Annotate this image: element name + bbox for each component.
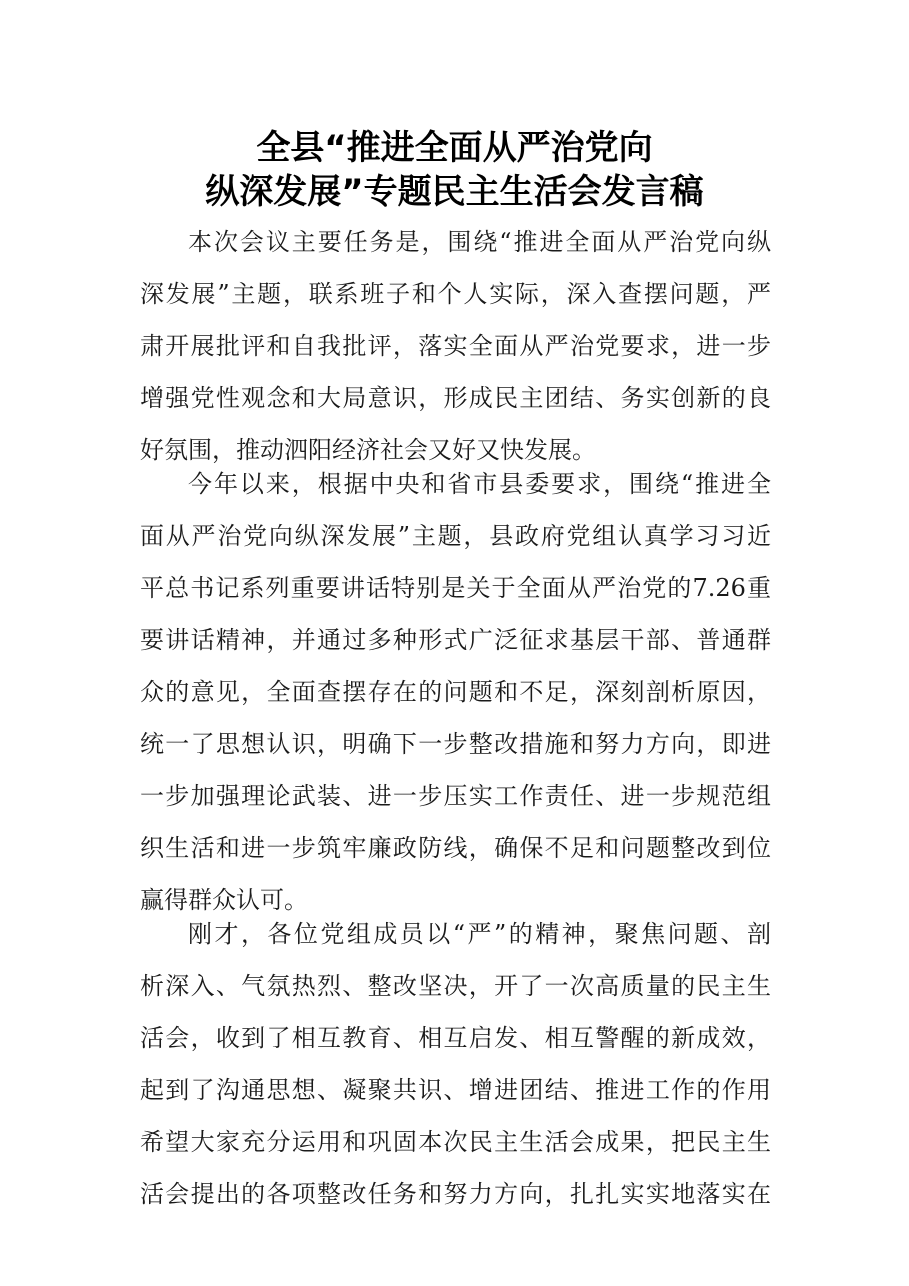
paragraph-line: 深发展”主题，联系班子和个人实际，深入查摆问题，严 — [140, 280, 771, 308]
paragraph-line: 本次会议主要任务是，围绕“推进全面从严治党向纵 — [188, 228, 771, 256]
document-title-line-1: 全县“推进全面从严治党向 — [256, 128, 653, 168]
paragraph-line: 起到了沟通思想、凝聚共识、增进团结、推进工作的作用 — [140, 1076, 771, 1104]
paragraph-line: 肃开展批评和自我批评，落实全面从严治党要求，进一步 — [140, 332, 771, 360]
paragraph-line: 析深入、气氛热烈、整改坚决，开了一次高质量的民主生 — [140, 972, 771, 1000]
paragraph-line: 好氛围，推动泗阳经济社会又好又快发展。 — [140, 436, 596, 464]
paragraph-line: 平总书记系列重要讲话特别是关于全面从严治党的7.26重 — [140, 574, 771, 602]
paragraph-line: 织生活和进一步筑牢廉政防线，确保不足和问题整改到位 — [140, 834, 771, 862]
paragraph-3 — [140, 908, 771, 1220]
paragraph-line: 刚才，各位党组成员以“严”的精神，聚焦问题、剖 — [188, 920, 771, 948]
paragraph-1 — [140, 216, 771, 476]
paragraph-line: 众的意见，全面查摆存在的问题和不足，深刻剖析原因， — [140, 678, 771, 706]
paragraph-line: 统一了思想认识，明确下一步整改措施和努力方向，即进 — [140, 730, 771, 758]
paragraph-line: 活会，收到了相互教育、相互启发、相互警醒的新成效， — [140, 1024, 771, 1052]
paragraph-line: 增强党性观念和大局意识，形成民主团结、务实创新的良 — [140, 384, 771, 412]
paragraph-line: 一步加强理论武装、进一步压实工作责任、进一步规范组 — [140, 782, 771, 810]
paragraph-line: 面从严治党向纵深发展”主题，县政府党组认真学习习近 — [140, 522, 771, 550]
paragraph-line: 要讲话精神，并通过多种形式广泛征求基层干部、普通群 — [140, 626, 771, 654]
paragraph-line: 希望大家充分运用和巩固本次民主生活会成果，把民主生 — [140, 1128, 771, 1156]
paragraph-2 — [140, 458, 771, 926]
paragraph-line: 赢得群众认可。 — [140, 886, 308, 914]
document-title-line-2: 纵深发展”专题民主生活会发言稿 — [205, 172, 704, 212]
paragraph-line: 活会提出的各项整改任务和努力方向，扎扎实实地落实在 — [140, 1180, 771, 1208]
paragraph-line: 今年以来，根据中央和省市县委要求，围绕“推进全 — [188, 470, 771, 498]
